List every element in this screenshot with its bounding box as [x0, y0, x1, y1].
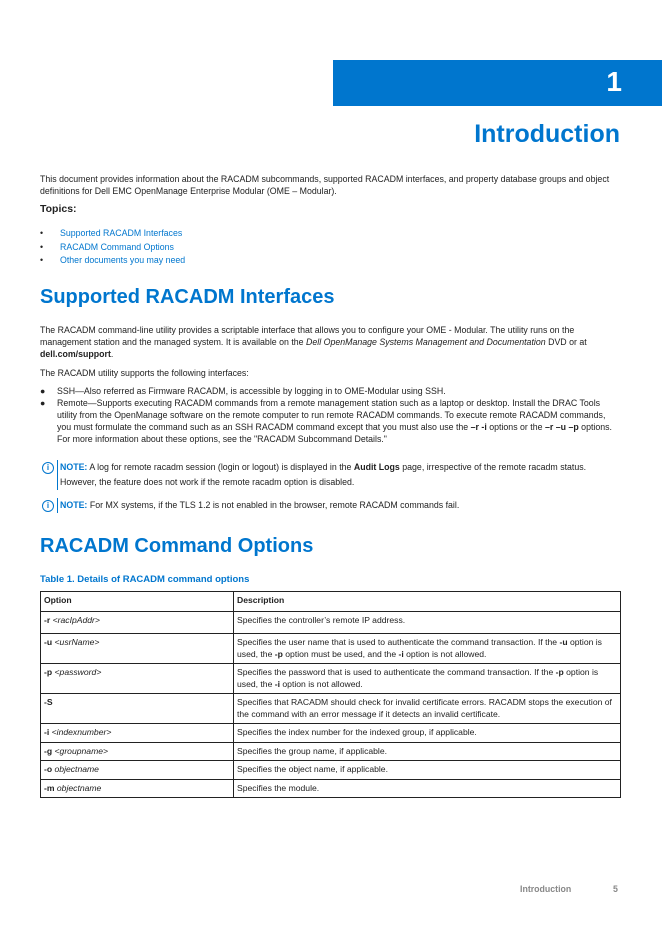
- table-caption: Table 1. Details of RACADM command options: [40, 574, 250, 585]
- info-icon: i: [42, 500, 54, 512]
- options-table: [40, 591, 621, 798]
- table-row: -u <usrName> Specifies the user name that is used to authenticate the command transaction. If the -u option is used, the -p option must be used, and the -i option is not allowed.: [41, 634, 621, 664]
- interfaces-intro: The RACADM utility supports the following interfaces:: [40, 368, 249, 378]
- list-item: ● Remote—Supports executing RACADM commands from a remote management station such as a laptop or desktop. Install the DRAC Tools utility from the OpenManage software on the remote computer to run remote RACADM commands. To execute remote RACADM commands, you must formulate the command such as an SSH RACADM command except that you must also use the –r -i options or the –r –u –p options. For more information about these options, see the "RACADM Subcommand Details.": [40, 398, 612, 444]
- footer-section-label: Introduction: [520, 884, 572, 894]
- table-row: -p <password> Specifies the password that is used to authenticate the command transaction. If the -p option is used, the -i option is not allowed.: [41, 664, 621, 694]
- table-row: -S Specifies that RACADM should check for invalid certificate errors. RACADM stops the execution of the command with an error message if it detects an invalid certificate.: [41, 694, 621, 724]
- chapter-banner: [333, 60, 662, 106]
- table-header-row: [41, 592, 621, 612]
- topic-link[interactable]: • RACADM Command Options: [40, 241, 174, 252]
- interfaces-list: [40, 385, 622, 445]
- chapter-number: 1: [606, 66, 622, 97]
- table-row: -m objectname Specifies the module.: [41, 779, 621, 798]
- info-icon: i: [42, 462, 54, 474]
- table-row: -i <indexnumber> Specifies the index number for the indexed group, if applicable.: [41, 724, 621, 743]
- topic-link[interactable]: • Other documents you may need: [40, 255, 186, 265]
- list-item: ● SSH—Also referred as Firmware RACADM, is accessible by logging in to OME-Modular using SSH.: [40, 386, 446, 396]
- support-link[interactable]: dell.com/support: [40, 349, 111, 359]
- interfaces-paragraph: The RACADM command-line utility provides a scriptable interface that allows you to configure your OME - Modular. The utility runs on the management station and the managed system. It is available on the Dell OpenManage Systems Management and Documentation DVD or at dell.com/support.: [40, 325, 587, 359]
- topics-list: [40, 227, 185, 268]
- chapter-title: Introduction: [474, 120, 620, 148]
- page-number: 5: [613, 884, 618, 894]
- table-row: -o objectname Specifies the object name, if applicable.: [41, 761, 621, 780]
- note-tls: i NOTE: For MX systems, if the TLS 1.2 is not enabled in the browser, remote RACADM commands fail.: [40, 498, 622, 513]
- intro-paragraph: This document provides information about the RACADM subcommands, supported RACADM interfaces, and property database groups and object definitions for Dell EMC OpenManage Enterprise Modular (OME – Modular).: [40, 174, 610, 196]
- section-heading-options: RACADM Command Options: [40, 535, 314, 557]
- note-audit-logs: i NOTE: A log for remote racadm session (login or logout) is displayed in the Audit Logs page, irrespective of the remote racadm status. However, the feature does not work if the remote racadm option is disabled.: [40, 460, 622, 490]
- topics-heading: Topics:: [40, 203, 77, 215]
- table-row: -g <groupname> Specifies the group name, if applicable.: [41, 742, 621, 761]
- section-heading-interfaces: Supported RACADM Interfaces: [40, 286, 335, 308]
- table-row: -r <racIpAddr> Specifies the controller’s remote IP address.: [41, 612, 621, 634]
- column-header-description: Description: [234, 592, 621, 612]
- topic-link[interactable]: • Supported RACADM Interfaces: [40, 228, 183, 238]
- column-header-option: Option: [41, 592, 234, 612]
